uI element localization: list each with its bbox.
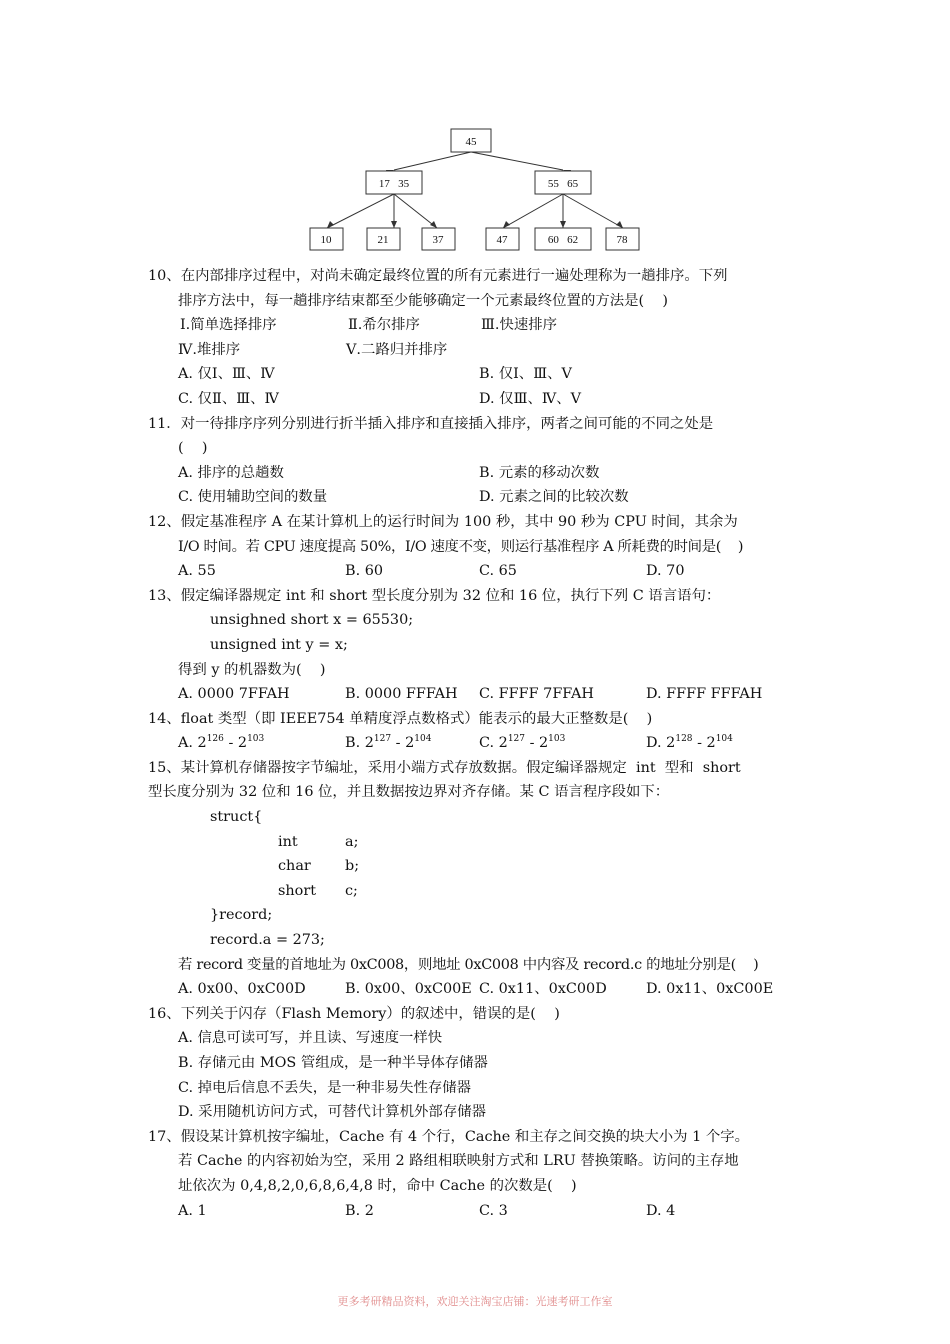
tree-leaf-label: 10 <box>320 234 332 246</box>
tree-node-root-label: 45 <box>465 136 477 148</box>
question-stem: 若 Cache 的内容初始为空，采用 2 路组相联映射方式和 LRU 替换策略。访问的主存地 <box>178 1153 739 1170</box>
question-number: 16、 <box>148 1005 181 1022</box>
tree-leaf-label: 37 <box>432 234 444 246</box>
footer-watermark: 更多考研精品资料，欢迎关注淘宝店铺：光速考研工作室 <box>337 1295 613 1308</box>
answer-option: A. 0000 7FFAH <box>178 686 290 703</box>
answer-option: D. 元素之间的比较次数 <box>479 489 629 506</box>
question-number: 17、 <box>148 1128 181 1145</box>
tree-node-right-label: 55 65 <box>547 178 579 190</box>
question-15 <box>148 756 813 1002</box>
answer-option: B. 存储元由 MOS 管组成，是一种半导体存储器 <box>178 1055 488 1071</box>
answer-option: C. 0x11、0xC00D <box>479 981 607 998</box>
question-number: 13、 <box>148 587 181 604</box>
answer-option: D. $2^{128} - 2^{104}$ <box>646 734 733 752</box>
question-16 <box>148 1002 813 1125</box>
question-number: 10、 <box>148 268 181 284</box>
code-line: struct{ <box>210 809 263 826</box>
answer-option: C. 65 <box>479 563 517 580</box>
sort-method-item: Ⅰ.简单选择排序 <box>180 317 277 334</box>
answer-option: D. 0x11、0xC00E <box>646 981 774 998</box>
answer-option: A. 0x00、0xC00D <box>178 981 306 998</box>
answer-option: A. 仅Ⅰ、Ⅲ、Ⅳ <box>178 366 275 383</box>
answer-option: B. 0x00、0xC00E <box>345 981 472 998</box>
tree-node-left-label: 17 35 <box>378 178 410 190</box>
code-line: record.a = 273; <box>210 932 325 949</box>
question-11 <box>148 412 813 510</box>
question-10 <box>148 264 813 412</box>
b-tree-diagram <box>0 0 950 260</box>
answer-option: C. 使用辅助空间的数量 <box>178 489 328 506</box>
answer-option: C. 3 <box>479 1202 508 1219</box>
code-line: }record; <box>210 907 273 924</box>
code-line: char b; <box>278 858 360 875</box>
answer-option: A. 排序的总趟数 <box>178 464 284 481</box>
answer-option: B. 元素的移动次数 <box>479 464 600 481</box>
question-stem: ( ) <box>178 440 208 457</box>
answer-option: D. 4 <box>646 1202 676 1219</box>
tree-leaf-label: 60 62 <box>547 234 579 246</box>
question-stem: 下列关于闪存（Flash Memory）的叙述中，错误的是( ) <box>180 1005 560 1022</box>
tree-leaf-label: 47 <box>496 234 508 246</box>
code-line: short c; <box>278 882 358 899</box>
question-number: 12、 <box>148 513 181 530</box>
question-stem: 在内部排序过程中，对尚未确定最终位置的所有元素进行一遍处理称为一趟排序。下列 <box>180 268 728 284</box>
question-stem: 假定编译器规定 int 和 short 型长度分别为 32 位和 16 位，执行下列 C 语言语句： <box>180 587 721 604</box>
answer-option: C. 仅Ⅱ、Ⅲ、Ⅳ <box>178 390 279 407</box>
question-list <box>148 264 813 1223</box>
answer-option: B. 60 <box>345 563 384 580</box>
code-line: int a; <box>278 833 359 850</box>
answer-option: B. 2 <box>345 1202 374 1219</box>
question-17 <box>148 1125 813 1223</box>
answer-option: A. 信息可读可写，并且读、写速度一样快 <box>178 1030 443 1047</box>
question-14 <box>148 707 813 756</box>
sort-method-item: Ⅱ.希尔排序 <box>348 317 420 334</box>
question-stem: 若 record 变量的首地址为 0xC008，则地址 0xC008 中内容及 record.c 的地址分别是( ) <box>178 956 759 973</box>
question-stem: 对一待排序序列分别进行折半插入排序和直接插入排序，两者之间可能的不同之处是 <box>180 415 714 432</box>
question-stem: float 类型（即 IEEE754 单精度浮点数格式）能表示的最大正整数是( ) <box>180 710 653 727</box>
answer-option: C. $2^{127} - 2^{103}$ <box>479 734 566 752</box>
answer-option: A. 1 <box>178 1202 207 1219</box>
question-stem: 某计算机存储器按字节编址，采用小端方式存放数据。假定编译器规定 int 型和 short <box>180 759 741 776</box>
answer-option: B. 仅Ⅰ、Ⅲ、Ⅴ <box>479 366 572 383</box>
sort-method-item: Ⅴ.二路归并排序 <box>346 341 448 358</box>
question-number: 14、 <box>148 710 181 727</box>
answer-option: A. $2^{126} - 2^{103}$ <box>178 734 265 752</box>
sort-method-item: Ⅲ.快速排序 <box>481 317 558 334</box>
answer-option: C. FFFF 7FFAH <box>479 686 594 703</box>
question-stem: 得到 y 的机器数为( ) <box>178 661 326 678</box>
question-stem: 型长度分别为 32 位和 16 位，并且数据按边界对齐存储。某 C 语言程序段如下： <box>148 784 670 801</box>
question-stem: I/O 时间。若 CPU 速度提高 50%，I/O 速度不变，则运行基准程序 A 所耗费的时间是( ) <box>178 538 744 555</box>
tree-leaf-label: 21 <box>377 234 389 246</box>
answer-option: D. 仅Ⅲ、Ⅳ、Ⅴ <box>479 390 581 407</box>
answer-option: D. 70 <box>646 563 685 580</box>
answer-option: B. 0000 FFFAH <box>345 686 458 703</box>
question-stem: 假定基准程序 A 在某计算机上的运行时间为 100 秒，其中 90 秒为 CPU 时间，其余为 <box>180 513 738 530</box>
question-number: 15、 <box>148 759 181 776</box>
tree-leaf-label: 78 <box>616 234 628 246</box>
question-13 <box>148 584 813 707</box>
question-stem: 假设某计算机按字编址，Cache 有 4 个行，Cache 和主存之间交换的块大小为 1 个字。 <box>180 1128 750 1145</box>
question-stem: 址依次为 0,4,8,2,0,6,8,6,4,8 时，命中 Cache 的次数是( ) <box>178 1177 577 1194</box>
answer-option: A. 55 <box>178 563 216 580</box>
question-12 <box>148 510 813 584</box>
question-stem: 排序方法中，每一趟排序结束都至少能够确定一个元素最终位置的方法是( ) <box>178 292 669 309</box>
code-line: unsigned int y = x; <box>210 636 348 653</box>
question-number: 11． <box>148 415 181 432</box>
answer-option: D. FFFF FFFAH <box>646 686 763 703</box>
answer-option: B. $2^{127} - 2^{104}$ <box>345 734 432 752</box>
code-line: unsighned short x = 65530; <box>210 612 414 629</box>
sort-method-item: Ⅳ.堆排序 <box>178 341 241 358</box>
answer-option: C. 掉电后信息不丢失，是一种非易失性存储器 <box>178 1079 472 1096</box>
answer-option: D. 采用随机访问方式，可替代计算机外部存储器 <box>178 1104 486 1121</box>
